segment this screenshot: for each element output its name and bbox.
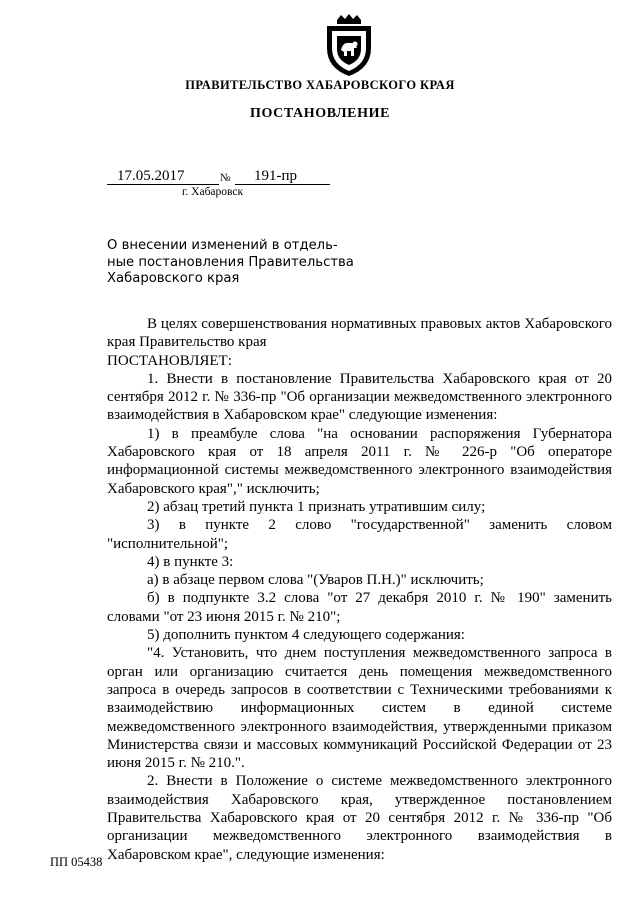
document-body <box>107 315 612 864</box>
body-paragraph: 1. Внести в постановление Правительства Хабаровского края от 20 сентября 2012 г. № 336-пр "Об организации межведомственного электронного взаимодействия в Хабаровском крае" следующие изменения: <box>107 370 612 424</box>
government-title: ПРАВИТЕЛЬСТВО ХАБАРОВСКОГО КРАЯ <box>185 78 455 92</box>
coat-of-arms-icon <box>321 14 377 78</box>
body-paragraph: 2. Внести в Положение о системе межведомственного электронного взаимодействия Хабаровского края, утвержденное постановлением Правительства Хабаровского края от 20 сентября 2012 г. № 336-пр "Об организации межведомственного электронного взаимодействия в Хабаровском крае", следующие изменения: <box>107 773 612 863</box>
body-paragraph: б) в подпункте 3.2 слова "от 27 декабря 2010 г. № 190" заменить словами "от 23 июня 2015 г. № 210"; <box>107 590 612 625</box>
subject-line: Хабаровского края <box>107 271 240 286</box>
document-date: 17.05.2017 <box>117 168 185 184</box>
body-paragraph: а) в абзаце первом слова "(Уваров П.Н.)" исключить; <box>147 572 484 589</box>
subject-line: ные постановления Правительства <box>107 254 354 270</box>
body-paragraph: 4) в пункте 3: <box>147 553 234 570</box>
body-paragraph: 2) абзац третий пункта 1 признать утратившим силу; <box>147 498 486 515</box>
number-sign: № <box>220 172 231 184</box>
body-paragraph: 1) в преамбуле слова "на основании распоряжения Губернатора Хабаровского края от 18 апреля 2011 г. № 226-р "Об операторе информационной системы межведомственного электронного взаимодействия Хабаровского края"," исключить; <box>107 425 612 497</box>
body-paragraph: ПОСТАНОВЛЯЕТ: <box>107 352 232 369</box>
body-paragraph: "4. Установить, что днем поступления межведомственного запроса в орган или организацию считается день помещения межведомственного запроса в очередь запросов в соответствии с Техническими требованиями к взаимодействию информационных систем в единой системе межведомственного электронного взаимодействия, утвержденными приказом Министерства связи и массовых коммуникаций Российской Федерации от 23 июня 2015 г. № 210.". <box>107 645 612 772</box>
number-underline <box>235 184 330 185</box>
body-paragraph: 3) в пункте 2 слово "государственной" заменить словом "исполнительной"; <box>107 517 612 552</box>
document-city: г. Хабаровск <box>182 186 244 198</box>
body-paragraph: 5) дополнить пунктом 4 следующего содержания: <box>147 627 465 644</box>
document-subject <box>107 238 354 288</box>
subject-line: О внесении изменений в отдель- <box>107 238 338 253</box>
date-underline <box>107 184 219 185</box>
document-type: ПОСТАНОВЛЕНИЕ <box>249 106 391 121</box>
document-number: 191-пр <box>254 168 298 184</box>
document-code: ПП 05438 <box>50 855 103 869</box>
body-paragraph: В целях совершенствования нормативных правовых актов Хабаровского края Правительство края <box>107 316 612 351</box>
